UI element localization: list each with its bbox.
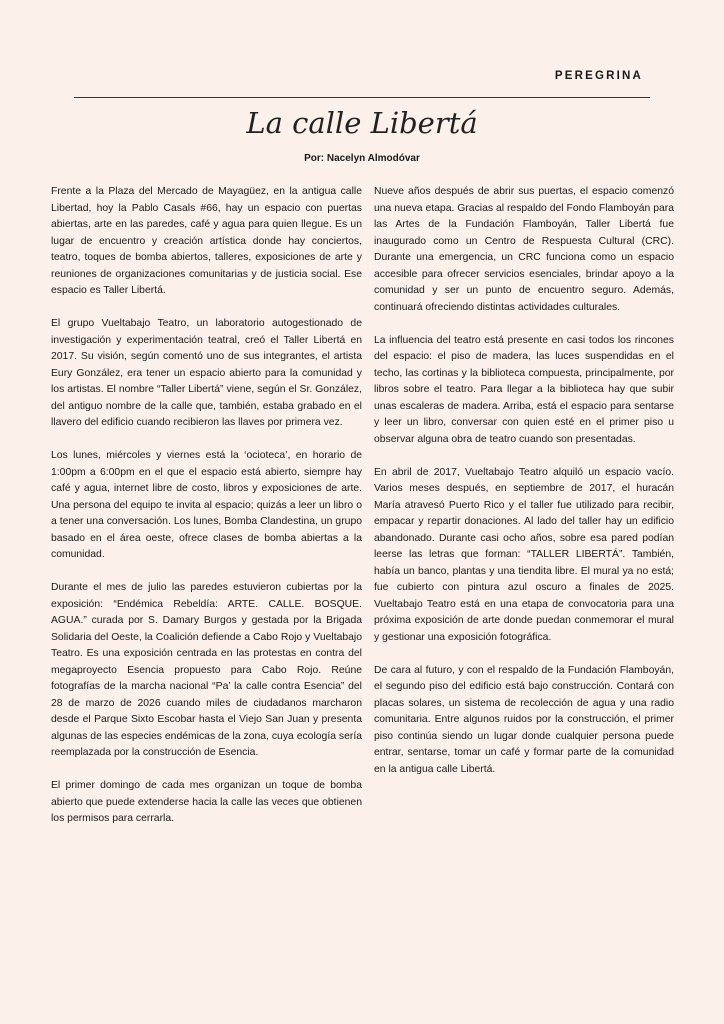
- article-byline: Por: Nacelyn Almodóvar: [304, 153, 420, 164]
- paragraph: Nueve años después de abrir sus puertas, el espacio comenzó una nueva etapa. Gracias al respaldo del Fondo Flamboyán para las Artes de la Fundación Flamboyán, Taller Libertá fue inaugurado como un Centro de Respuesta Cultural (CRC). Durante una emergencia, un CRC funciona como un espacio accesible para ofrecer servicios esenciales, brindar apoyo a la comunidad y ser un punto de encuentro seguro. Además, continuará ofreciendo distintas actividades culturales.: [374, 186, 674, 313]
- paragraph: El primer domingo de cada mes organizan un toque de bomba abierto que puede extenderse hacia la calle las veces que obtienen los permisos para cerrarla.: [51, 780, 362, 824]
- paragraph: Frente a la Plaza del Mercado de Mayagüez, en la antigua calle Libertad, hoy la Pablo Casals #66, hay un espacio con puertas abiertas, arte en las paredes, café y agua para quien llegue. Es un lugar de encuentro y creación artística donde hay conciertos, teatro, toques de bomba abiertos, talleres, exposiciones de arte y reuniones de organizaciones comunitarias y de justicia social. Ese espacio es Taller Libertá.: [51, 186, 362, 296]
- paragraph: La influencia del teatro está presente en casi todos los rincones del espacio: el piso de madera, las luces suspendidas en el techo, las cortinas y la biblioteca compuesta, principalmente, por libros sobre el teatro. Para llegar a la biblioteca hay que subir unas escaleras de madera. Arriba, está el espacio para sentarse y leer un libro, conversar con quien esté en el primer piso u observar alguna obra de teatro cuando son presentadas.: [374, 334, 674, 445]
- publication-name: PEREGRINA: [554, 70, 643, 82]
- paragraph: Los lunes, miércoles y viernes está la ‘ocioteca’, en horario de 1:00pm a 6:00pm en el que el espacio está abierto, siempre hay café y agua, internet libre de costo, libros y exposiciones de arte. Una persona del equipo te invita al espacio; quizás a leer un libro o a tener una conversación. Los lunes, Bomba Clandestina, un grupo basado en el área oeste, ofrece clases de bomba abiertas a la comunidad.: [51, 450, 362, 560]
- right-column: [374, 184, 674, 795]
- header-divider: [74, 97, 650, 98]
- paragraph: El grupo Vueltabajo Teatro, un laboratorio autogestionado de investigación y experimentación teatral, creó el Taller Libertá en 2017. Su visión, según comentó uno de sus integrantes, el artista Eury González, era tener un espacio abierto para la comunidad y los artistas. El nombre “Taller Libertá” viene, según el Sr. González, del antiguo nombre de la calle que, también, estaba grabado en el llavero del edificio cuando recibieron las llaves por primera vez.: [51, 318, 362, 428]
- article-title: La calle Libertá: [246, 106, 478, 140]
- paragraph: Durante el mes de julio las paredes estuvieron cubiertas por la exposición: “Endémica Rebeldía: ARTE. CALLE. BOSQUE. AGUA.” curada por S. Damary Burgos y gestada por la Brigada Solidaria del Oeste, la Coalición defiende a Cabo Rojo y Vueltabajo Teatro. Es una exposición centrada en las protestas en contra del megaproyecto Esencia propuesto para Cabo Rojo. Reúne fotografías de la marcha nacional “Pa’ la calle contra Esencia” del 28 de marzo de 2026 cuando miles de ciudadanos marcharon desde el Parque Sixto Escobar hasta el Viejo San Juan y presenta algunas de las especies endémicas de la zona, cuya ecología sería reemplazada por la construcción de Esencia.: [51, 582, 362, 758]
- left-column: [51, 184, 362, 844]
- paragraph: En abril de 2017, Vueltabajo Teatro alquiló un espacio vacío. Varios meses después, en septiembre de 2017, el huracán María atravesó Puerto Rico y el taller fue utilizado para recibir, empacar y repartir donaciones. Al lado del taller hay un edificio abandonado. Durante casi ocho años, sobre esa pared podían leerse las letras que forman: “TALLER LIBERTÁ”. También, había un banco, plantas y una tiendita libre. El mural ya no está; fue cubierto con pintura azul oscuro a finales de 2025. Vueltabajo Teatro está en una etapa de convocatoria para una próxima exposición de arte donde puedan conmemorar el mural y gestionar una exposición fotográfica.: [374, 466, 674, 643]
- paragraph: De cara al futuro, y con el respaldo de la Fundación Flamboyán, el segundo piso del edificio está bajo construcción. Contará con placas solares, un sistema de recolección de agua y una radio comunitaria. Entre algunos ruidos por la construcción, el primer piso continúa siendo un lugar donde cualquier persona puede entrar, sentarse, tomar un café y formar parte de la comunidad en la antigua calle Libertá.: [374, 664, 674, 775]
